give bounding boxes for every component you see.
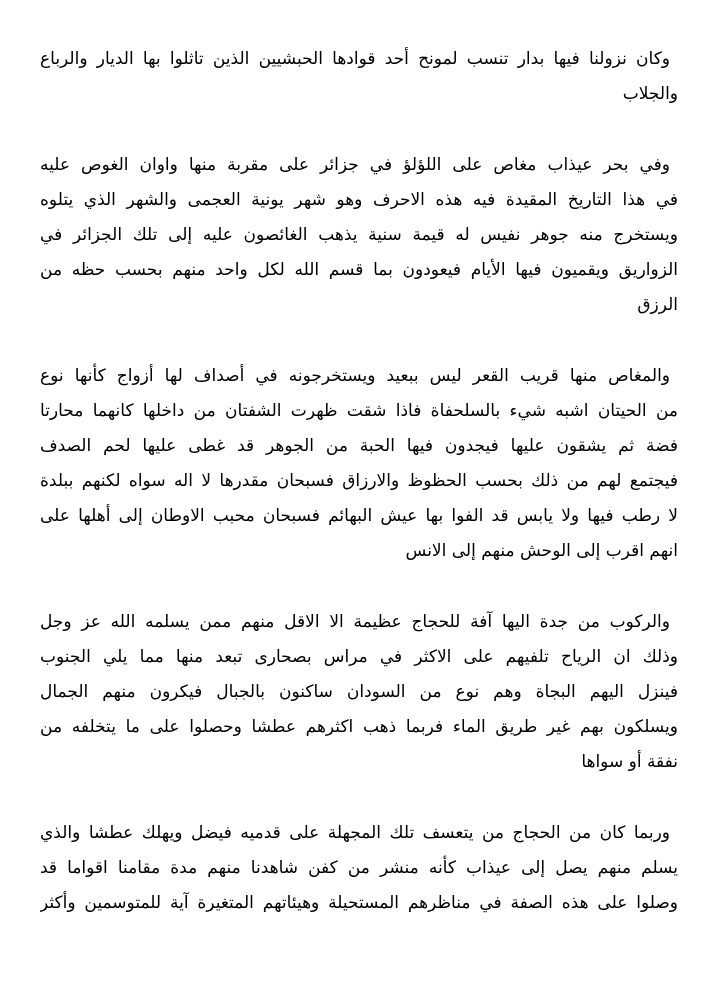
text-line: وذلك ان الرياح تلفيهم على الاكثر في مراس بصحارى تبعد منها مما يلي الجنوب [40, 647, 678, 667]
document-page [40, 42, 678, 957]
text-line: من الحيتان اشبه شيء بالسلحفاة فاذا شقت ظهرت الشفتان من داخلها كانهما محارتا [40, 401, 678, 421]
text-line: ويسلكون بهم غير طريق الماء فربما ذهب اكثرهم عطشا وحصلوا على ما يتخلفه من [40, 717, 678, 737]
text-line: الرزق [637, 295, 678, 315]
text-line: يسلم منهم يصل إلى عيذاب كأنه منشر من كفن شاهدنا منهم مدة مقامنا اقواما قد [40, 858, 678, 878]
paragraph-3 [40, 359, 678, 569]
paragraph-1 [40, 42, 678, 112]
text-line: وفي بحر عيذاب مغاص على اللؤلؤ في جزائر على مقربة منها واوان الغوص عليه [40, 155, 670, 175]
paragraph-2 [40, 148, 678, 323]
text-line: فينزل اليهم البجاة وهم نوع من السودان ساكنون بالجبال فيكرون منهم الجمال [40, 682, 678, 702]
text-line: وكان نزولنا فيها بدار تنسب لمونح أحد قوادها الحبشيين الذين تاثلوا بها الديار والرباع [40, 49, 670, 69]
text-line: فضة ثم يشقون عليها فيجدون فيها الحبة من الجوهر قد غطى عليها لحم الصدف [40, 436, 678, 456]
text-line: ويستخرج منه جوهر نفيس له قيمة سنية يذهب الغائصون عليه إلى تلك الجزائر في [40, 225, 678, 245]
paragraph-4 [40, 605, 678, 780]
text-line: والركوب من جدة اليها آفة للحجاج عظيمة الا الاقل منهم ممن يسلمه الله عز وجل [40, 612, 670, 632]
text-line: والمغاص منها قريب القعر ليس ببعيد ويستخرجونه في أصداف لها أزواج كأنها نوع [40, 366, 670, 386]
text-line: وربما كان من الحجاج من يتعسف تلك المجهلة على قدميه فيضل ويهلك عطشا والذي [40, 823, 670, 843]
text-line: في هذا التاريخ المقيدة فيه هذه الاحرف وهو شهر يونية العجمى والشهر الذي يتلوه [40, 190, 678, 210]
paragraph-5 [40, 816, 678, 921]
text-line: نفقة أو سواها [581, 752, 678, 772]
text-line: وصلوا على هذه الصفة في مناظرهم المستحيلة وهيئاتهم المتغيرة آية للمتوسمين وأكثر [40, 893, 678, 913]
text-line: الزواريق ويقميون فيها الأيام فيعودون بما قسم الله لكل واحد منهم بحسب حظه من [40, 260, 678, 280]
text-line: انهم اقرب إلى الوحش منهم إلى الانس [405, 541, 678, 561]
text-line: لا رطب فيها ولا يابس قد الفوا بها عيش البهائم فسبحان محبب الاوطان إلى أهلها على [40, 506, 678, 526]
text-line: فيجتمع لهم من ذلك بحسب الحظوظ والارزاق فسبحان مقدرها لا اله سواه لكنهم ببلدة [40, 471, 678, 491]
text-line: والجلاب [622, 84, 678, 104]
